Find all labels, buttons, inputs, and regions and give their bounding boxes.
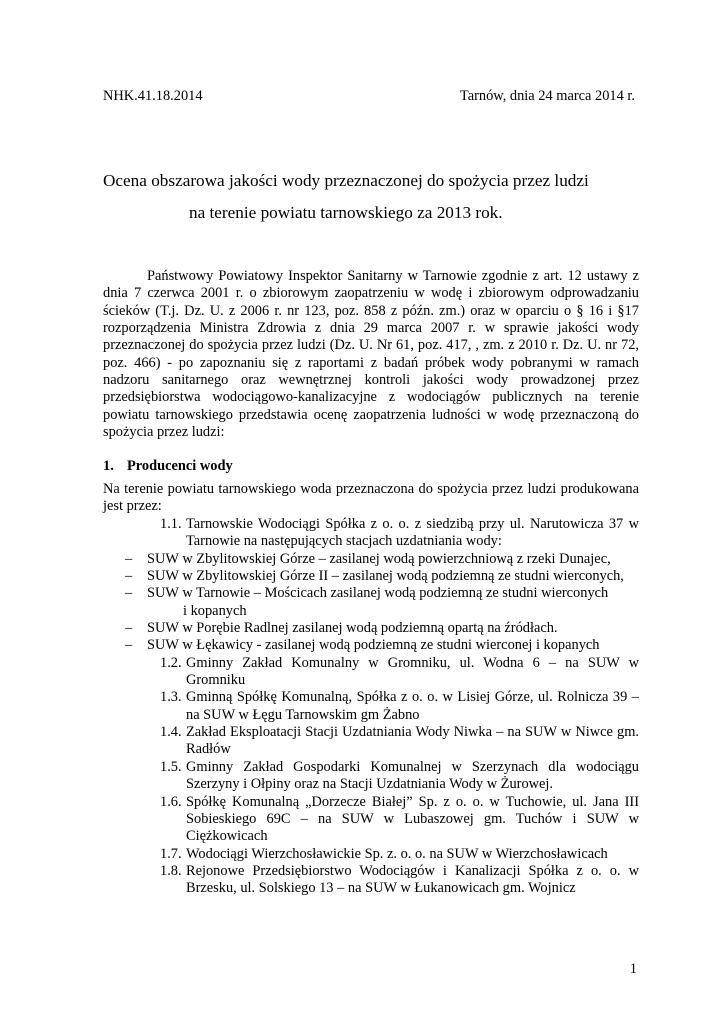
list-item	[103, 794, 639, 846]
station-text: SUW w Zbylitowskiej Górze II – zasilanej wodą podziemną ze studni wierconych,	[147, 568, 624, 585]
document-title-line-2: na terenie powiatu tarnowskiego za 2013 rok.	[189, 203, 503, 222]
list-item-number: 1.4.	[160, 724, 182, 741]
station-item	[103, 585, 639, 620]
dash-bullet: –	[125, 568, 133, 585]
list-item-text: Gminną Spółkę Komunalną, Spółka z o. o. w Lisiej Górze, ul. Rolnicza 39 – na SUW w Łęgu Tarnowskim gm Żabno	[186, 689, 639, 723]
producers-list	[103, 516, 639, 898]
list-item	[103, 655, 639, 690]
document-header	[103, 88, 635, 108]
list-item-number: 1.6.	[160, 793, 182, 810]
document-title-line-1: Ocena obszarowa jakości wody przeznaczonej do spożycia przez ludzi	[103, 171, 589, 190]
list-item	[103, 689, 639, 724]
list-item-number: 1.7.	[160, 845, 182, 862]
list-item	[103, 516, 639, 551]
list-item-text: Zakład Eksploatacji Stacji Uzdatniania Wody Niwka – na SUW w Niwce gm. Radłów	[186, 724, 639, 758]
intro-paragraph: Państwowy Powiatowy Inspektor Sanitarny w Tarnowie zgodnie z art. 12 ustawy z dnia 7 czerwca 2001 r. o zbiorowym zaopatrzeniu w wodę i zbiorowym odprowadzaniu ścieków (T.j. Dz. U. z 2006 r. nr 123, poz. 858 z późn. zm.) oraz w oparciu o § 16 i §17 rozporządzenia Ministra Zdrowia z dnia 29 marca 2007 r. w sprawie jakości wody przeznaczonej do spożycia przez ludzi (Dz. U. Nr 61, poz. 417, , zm. z 2010 r. Dz. U. nr 72, poz. 466) - po zapoznaniu się z raportami z badań próbek wody pobranymi w ramach nadzoru sanitarnego oraz wewnętrznej kontroli jakości wody prowadzonej przez przedsiębiorstwa wodociągowo-kanalizacyjne z wodociągów publicznych na terenie powiatu tarnowskiego przedstawia ocenę zaopatrzenia ludności w wodę przeznaczoną do spożycia przez ludzi:	[103, 268, 639, 441]
dash-bullet: –	[125, 620, 133, 637]
list-item-number: 1.3.	[160, 689, 182, 706]
dash-bullet: –	[125, 550, 133, 567]
list-item-text: Rejonowe Przedsiębiorstwo Wodociągów i Kanalizacji Spółka z o. o. w Brzesku, ul. Solskiego 13 – na SUW w Łukanowicach gm. Wojnicz	[186, 862, 639, 897]
reference-number: NHK.41.18.2014	[103, 88, 203, 104]
station-text-continuation: i kopanych	[183, 602, 247, 619]
section-1-heading	[103, 458, 233, 475]
list-item-number: 1.8.	[160, 862, 182, 879]
section-1-title: Producenci wody	[127, 458, 233, 474]
list-item-text: Gminny Zakład Gospodarki Komunalnej w Szerzynach dla wodociągu Szerzyny i Ołpiny oraz na Stacji Uzdatniania Wody w Żurowej.	[186, 758, 639, 793]
dash-bullet: –	[125, 585, 133, 602]
list-item-number: 1.2.	[160, 654, 182, 671]
page-number: 1	[629, 961, 637, 977]
station-text: SUW w Łękawicy - zasilanej wodą podziemną ze studni wierconej i kopanych	[147, 637, 600, 654]
list-item	[103, 863, 639, 898]
list-item	[103, 846, 639, 863]
list-item	[103, 724, 639, 759]
station-item	[103, 568, 639, 585]
document-date: Tarnów, dnia 24 marca 2014 r.	[459, 88, 635, 104]
section-1-intro: Na terenie powiatu tarnowskiego woda przeznaczona do spożycia przez ludzi produkowana jest przez:	[103, 481, 639, 515]
list-item-number: 1.1.	[160, 516, 182, 532]
station-text: SUW w Tarnowie – Mościcach zasilanej wodą podziemną ze studni wierconych	[147, 585, 609, 602]
list-item-number: 1.5.	[160, 758, 182, 775]
dash-bullet: –	[125, 637, 133, 654]
station-item	[103, 551, 639, 568]
section-1-number: 1.	[103, 458, 114, 474]
list-item-text: Wodociągi Wierzchosławickie Sp. z. o. o. na SUW w Wierzchosławicach	[186, 845, 608, 862]
list-item-text: Gminny Zakład Komunalny w Gromniku, ul. Wodna 6 – na SUW w Gromniku	[186, 654, 639, 689]
station-text-block	[147, 585, 639, 620]
station-item	[103, 637, 639, 654]
station-item	[103, 620, 639, 637]
list-item-text: Spółkę Komunalną „Dorzecze Białej” Sp. z o. o. w Tuchowie, ul. Jana III Sobieskiego 69C – na SUW w Lubaszowej gm. Tuchów i SUW w Ciężkowicach	[186, 793, 639, 845]
station-text: SUW w Porębie Radlnej zasilanej wodą podziemną opartą na źródłach.	[147, 620, 558, 637]
list-item-text: Tarnowskie Wodociągi Spółka z o. o. z siedzibą przy ul. Narutowicza 37 w Tarnowie na następujących stacjach uzdatniania wody:	[186, 516, 639, 550]
list-item	[103, 759, 639, 794]
station-text: SUW w Zbylitowskiej Górze – zasilanej wodą powierzchniową z rzeki Dunajec,	[147, 550, 611, 567]
